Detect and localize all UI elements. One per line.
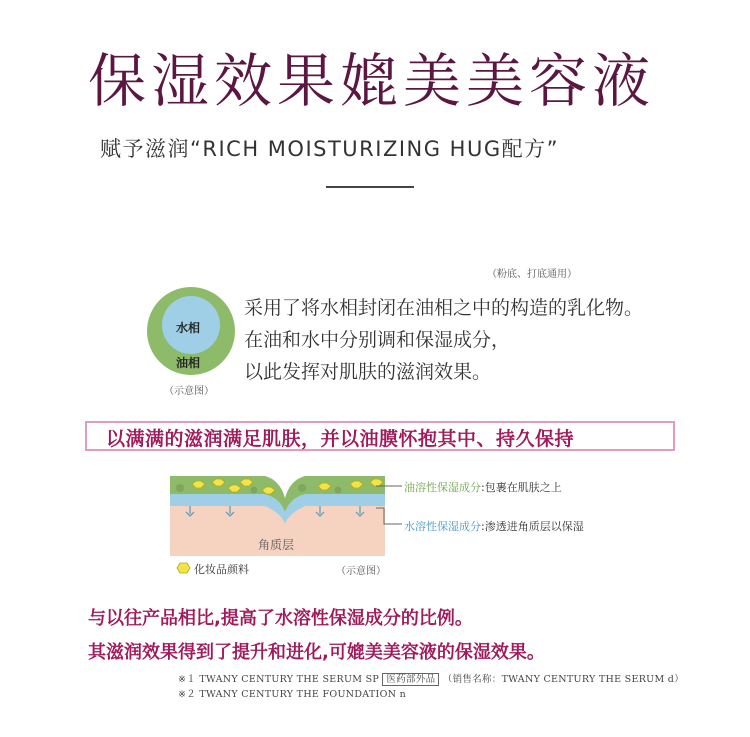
page-subtitle: 赋予滋润“RICH MOISTURIZING HUG配方” xyxy=(100,137,559,161)
oil-soluble-desc: :包裹在肌肤之上 xyxy=(481,481,562,494)
water-soluble-legend xyxy=(404,518,584,534)
footnote-1 xyxy=(178,671,684,685)
stratum-corneum-label: 角质层 xyxy=(258,538,295,552)
intro-line: 采用了将水相封闭在油相之中的构造的乳化物。 xyxy=(244,297,644,319)
label-leader-lines xyxy=(376,478,406,528)
footnote-1-suffix: （销售名称：TWANY CENTURY THE SERUM d） xyxy=(442,674,684,685)
usage-note: （粉底、打底通用） xyxy=(487,269,577,280)
diagram-caption: （示意图） xyxy=(336,566,386,577)
pigment-legend-label: 化妆品颜料 xyxy=(194,563,249,576)
conclusion-line-2: 其滋润效果得到了提升和进化,可媲美美容液的保湿效果。 xyxy=(88,642,545,663)
intro-text xyxy=(244,292,643,388)
footnote-1-prefix: ※１ TWANY CENTURY THE SERUM SP xyxy=(178,674,380,685)
water-phase-label: 水相 xyxy=(176,321,201,335)
water-soluble-desc: :渗透进角质层以保湿 xyxy=(481,520,584,533)
circle-caption: （示意图） xyxy=(164,386,214,397)
oil-soluble-label: 油溶性保湿成分 xyxy=(404,481,481,494)
page-title: 保湿效果媲美美容液 xyxy=(88,47,656,115)
quasi-drug-badge: 医药部外品 xyxy=(382,673,439,686)
footnote-2: ※２ TWANY CENTURY THE FOUNDATION n xyxy=(178,689,407,700)
title-divider xyxy=(326,186,414,188)
pigment-legend-icon xyxy=(176,561,192,575)
oil-phase-label: 油相 xyxy=(176,356,201,370)
oil-soluble-legend xyxy=(404,479,562,495)
water-soluble-label: 水溶性保湿成分 xyxy=(404,520,481,533)
highlight-text: 以满满的滋润满足肌肤，并以油膜怀抱其中、持久保持 xyxy=(106,428,575,450)
conclusion-line-1: 与以往产品相比,提高了水溶性保湿成分的比例。 xyxy=(88,608,473,629)
intro-line: 在油和水中分别调和保湿成分， xyxy=(244,329,511,351)
intro-line: 以此发挥对肌肤的滋润效果。 xyxy=(244,361,492,383)
